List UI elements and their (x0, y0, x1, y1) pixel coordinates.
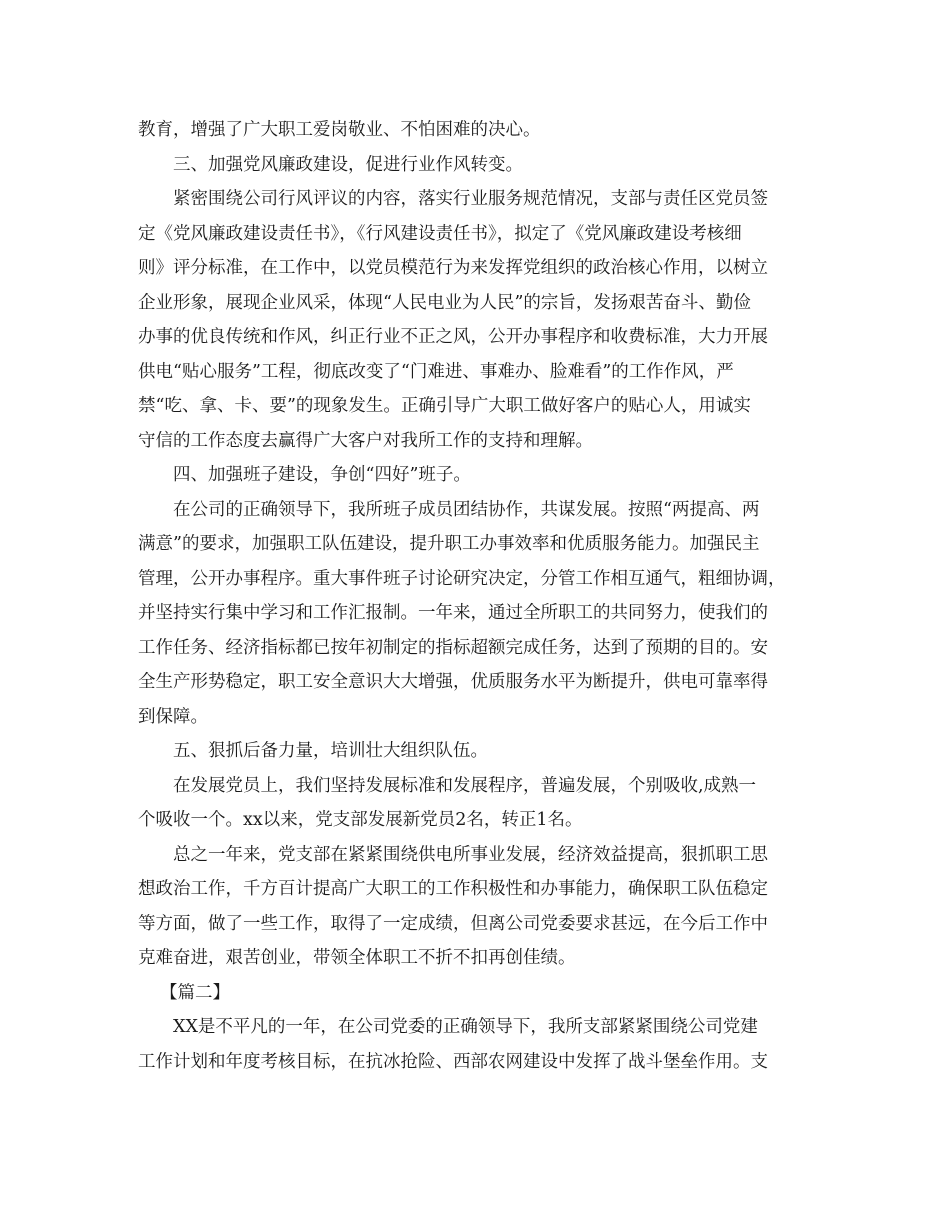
paragraph-line: 办事的优良传统和作风，纠正行业不正之风，公开办事程序和收费标准，大力开展 (138, 327, 768, 347)
paragraph-line: 教育，增强了广大职工爱岗敬业、不怕困难的决心。 (138, 120, 541, 140)
paragraph-line: 到保障。 (138, 706, 208, 727)
paragraph-line: 总之一年来，党支部在紧紧围绕供电所事业发展，经济效益提高，狠抓职工思 (173, 844, 768, 865)
paragraph-line: 则》评分标准，在工作中，以党员模范行为来发挥党组织的政治核心作用，以树立 (138, 258, 768, 278)
paragraph-line: 在公司的正确领导下，我所班子成员团结协作，共谋发展。按照“两提高、两 (173, 499, 760, 520)
paragraph-line: 禁“吃、拿、卡、要”的现象发生。正确引导广大职工做好客户的贴心人，用诚实 (138, 396, 751, 416)
section-heading: 五、狠抓后备力量，培训壮大组织队伍。 (173, 741, 488, 761)
paragraph-line: 紧密围绕公司行风评议的内容，落实行业服务规范情况，支部与责任区党员签 (173, 189, 768, 209)
paragraph-line: 企业形象，展现企业风采，体现“人民电业为人民”的宗旨，发扬艰苦奋斗、勤俭 (138, 292, 751, 313)
paragraph-line: 并坚持实行集中学习和工作汇报制。一年来，通过全所职工的共同努力，使我们的 (138, 603, 768, 623)
paragraph-line: 供电“贴心服务”工程，彻底改变了“门难进、事难办、脸难看”的工作作风，严 (138, 361, 734, 382)
document-body (138, 113, 828, 1079)
paragraph-line: XX是不平凡的一年，在公司党委的正确领导下，我所支部紧紧围绕公司党建 (173, 1017, 758, 1037)
paragraph-line: 工作任务、经济指标都已按年初制定的指标超额完成任务，达到了预期的目的。安 (138, 637, 768, 658)
paragraph-line: 全生产形势稳定，职工安全意识大大增强，优质服务水平为断提升，供电可靠率得 (138, 672, 768, 692)
paragraph-line: 工作计划和年度考核目标，在抗冰抢险、西部农网建设中发挥了战斗堡垒作用。支 (138, 1051, 768, 1072)
paragraph-line: 满意”的要求，加强职工队伍建设，提升职工办事效率和优质服务能力。加强民主 (138, 534, 760, 554)
section-marker: 【篇二】 (160, 982, 230, 1003)
paragraph-line: 管理，公开办事程序。重大事件班子讨论研究决定，分管工作相互通气，粗细协调， (138, 568, 786, 589)
paragraph-line: 守信的工作态度去赢得广大客户对我所工作的支持和理解。 (138, 430, 593, 451)
section-heading: 四、加强班子建设，争创“四好”班子。 (173, 465, 471, 485)
section-heading: 三、加强党风廉政建设，促进行业作风转变。 (173, 154, 523, 175)
paragraph-line: 在发展党员上，我们坚持发展标准和发展程序，普遍发展，个别吸收,成熟一 (173, 775, 757, 796)
paragraph-line: 克难奋进，艰苦创业，带领全体职工不折不扣再创佳绩。 (138, 948, 576, 968)
paragraph-line: 定《党风廉政建设责任书》，《行风建设责任书》，拟定了《党风廉政建设考核细 (138, 223, 742, 244)
paragraph-line: 等方面，做了一些工作，取得了一定成绩，但离公司党委要求甚远，在今后工作中 (138, 913, 768, 934)
paragraph-line: 想政治工作，千方百计提高广大职工的工作积极性和办事能力，确保职工队伍稳定 (138, 879, 768, 899)
paragraph-line: 个吸收一个。xx以来，党支部发展新党员2名，转正1名。 (138, 810, 583, 830)
